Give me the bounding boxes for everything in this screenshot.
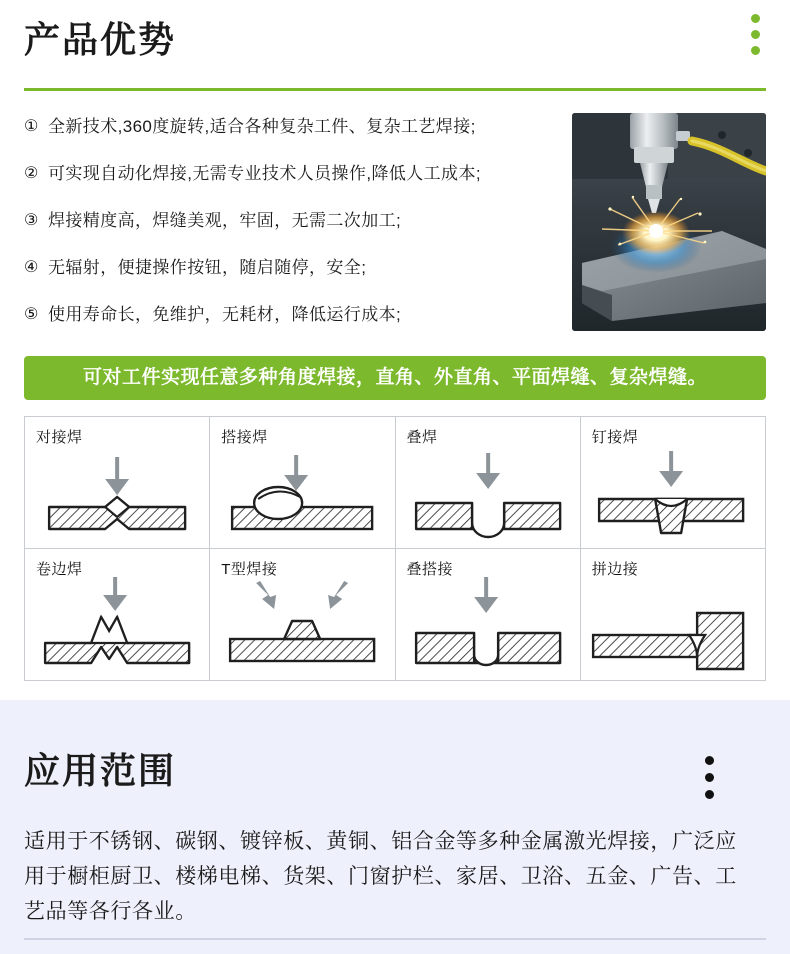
weld-label: 卷边焊: [36, 561, 83, 578]
weld-label: 叠搭接: [406, 561, 454, 578]
advantages-list: [24, 113, 572, 348]
title-divider: [24, 88, 766, 91]
weld-cell-stack: [396, 417, 581, 549]
weld-cell-butt: [25, 417, 210, 549]
weld-label: 钉接焊: [591, 429, 639, 446]
list-item: [24, 113, 558, 141]
highlight-banner: 可对工件实现任意多种角度焊接，直角、外直角、平面焊缝、复杂焊缝。: [24, 356, 766, 400]
list-item-label: 焊接精度高，焊缝美观，牢固，无需二次加工;: [48, 211, 402, 230]
weld-diagram-stack: [396, 441, 580, 547]
list-item: [24, 254, 558, 282]
dot-icon: [751, 30, 760, 39]
dot-icon: [705, 790, 714, 799]
list-item-number: ②: [24, 165, 39, 182]
dot-icon: [705, 773, 714, 782]
weld-label: 叠焊: [406, 429, 438, 446]
list-item-number: ③: [24, 212, 39, 229]
weld-diagram-tee: [210, 573, 394, 679]
list-item-label: 可实现自动化焊接,无需专业技术人员操作,降低人工成本;: [48, 164, 481, 183]
weld-label: 对接焊: [36, 429, 83, 446]
list-item-number: ④: [24, 259, 39, 276]
weld-cell-edge: [581, 549, 766, 681]
weld-cell-stacklap: [396, 549, 581, 681]
weld-diagram-pin: [581, 441, 765, 547]
application-title: 应用范围: [24, 750, 177, 791]
list-item: [24, 207, 558, 235]
list-item-label: 全新技术,360度旋转,适合各种复杂工件、复杂工艺焊接;: [48, 117, 476, 136]
page-title: 产品优势: [24, 19, 177, 60]
weld-diagram-edge: [581, 573, 765, 679]
dot-icon: [751, 46, 760, 55]
advantages-content: [24, 113, 766, 348]
weld-cell-lap: [210, 417, 395, 549]
welding-photo: [572, 113, 766, 331]
decorative-dots-dark: [705, 756, 714, 799]
weld-diagram-lap: [210, 441, 394, 547]
list-item: [24, 301, 558, 329]
dot-icon: [751, 14, 760, 23]
weld-diagram-flange: [25, 573, 209, 679]
weld-diagram-stacklap: [396, 573, 580, 679]
list-item-label: 无辐射，便捷操作按钮，随启随停，安全;: [48, 258, 367, 277]
weld-label: 拼边接: [591, 561, 639, 578]
weld-diagram-butt: [25, 441, 209, 547]
weld-cell-flange: [25, 549, 210, 681]
application-body: 适用于不锈钢、碳钢、镀锌板、黄铜、铝合金等多种金属激光焊接，广泛应用于橱柜厨卫、楼梯电梯、货架、门窗护栏、家居、卫浴、五金、广告、工艺品等各行各业。: [24, 830, 737, 923]
weld-label: T型焊接: [221, 561, 278, 578]
list-item-number: ⑤: [24, 306, 39, 323]
advantages-title-row: [24, 0, 766, 80]
decorative-dots-green: [751, 14, 760, 55]
weld-label: 搭接焊: [221, 429, 268, 446]
dot-icon: [705, 756, 714, 765]
application-title-row: [24, 700, 766, 818]
application-section: [0, 700, 790, 954]
list-item-number: ①: [24, 118, 39, 135]
weld-type-grid: [24, 416, 766, 681]
weld-cell-pin: [581, 417, 766, 549]
application-divider: [24, 938, 766, 940]
weld-cell-tee: [210, 549, 395, 681]
list-item: [24, 160, 558, 188]
list-item-label: 使用寿命长，免维护，无耗材，降低运行成本;: [48, 305, 402, 324]
